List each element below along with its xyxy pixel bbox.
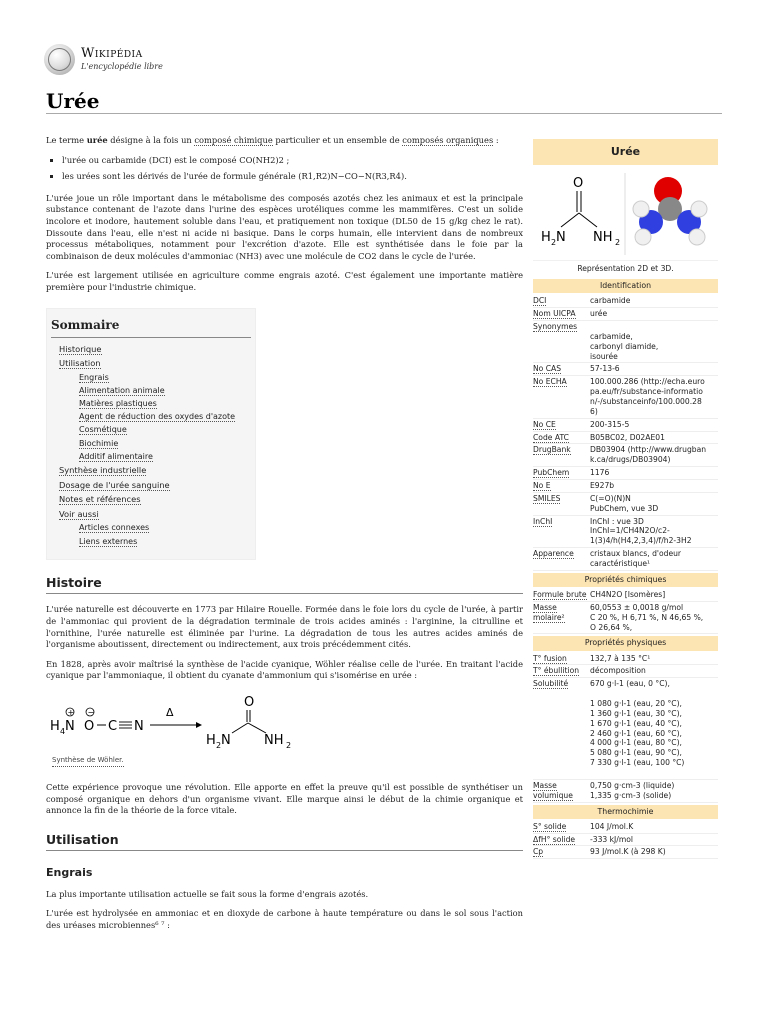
- infobox-value-line: 1 360 g·l-1 (eau, 30 °C),: [590, 708, 682, 718]
- toc-item[interactable]: [79, 438, 251, 449]
- infobox-row: [533, 589, 718, 602]
- title-divider: [46, 113, 722, 114]
- globe-icon: [44, 44, 75, 75]
- infobox-value-line: carbamide: [590, 296, 631, 306]
- toc-link[interactable]: Liens externes: [79, 536, 138, 546]
- infobox-row: [533, 653, 718, 666]
- infobox-label-text[interactable]: PubChem: [533, 468, 570, 478]
- svg-text:NH: NH: [593, 230, 613, 246]
- toc-item[interactable]: [59, 344, 251, 356]
- infobox-value-line: B05BC02, D02AE01: [590, 432, 665, 442]
- infobox-section-head: Thermochimie: [533, 805, 718, 819]
- svg-text:2: 2: [551, 238, 557, 248]
- infobox-value-line: pa.eu/fr/substance-informatio: [590, 387, 703, 397]
- toc-item[interactable]: [59, 480, 251, 492]
- logo-title: Wikipédia: [81, 46, 143, 62]
- infobox-label[interactable]: [533, 433, 590, 443]
- infobox-row: [533, 363, 718, 376]
- infobox-label-text[interactable]: InChI: [533, 516, 553, 526]
- list-item: ▪ l'urée ou carbamide (DCI) est le composé CO(NH2)2 ;: [62, 155, 523, 167]
- infobox-row: [533, 376, 718, 418]
- toc-link[interactable]: Biochimie: [79, 438, 119, 448]
- toc-link[interactable]: Synthèse industrielle: [59, 465, 147, 476]
- svg-text:2: 2: [615, 238, 621, 248]
- toc-link[interactable]: Alimentation animale: [79, 385, 165, 395]
- infobox-value-line: CH4N2O [Isomères]: [590, 590, 666, 600]
- infobox-value-line: 2 460 g·l-1 (eau, 60 °C),: [590, 728, 682, 738]
- toc-link[interactable]: Notes et références: [59, 494, 141, 505]
- svg-text:N: N: [221, 733, 231, 748]
- infobox-value-line: urée: [590, 309, 608, 319]
- bold-term: urée: [86, 135, 108, 145]
- infobox-label-text[interactable]: Solubilité: [533, 679, 569, 689]
- toc-item[interactable]: [79, 451, 251, 462]
- infobox-label[interactable]: [533, 781, 590, 801]
- infobox-label-text[interactable]: T° fusion: [533, 653, 567, 663]
- toc-link[interactable]: Voir aussi: [59, 508, 99, 519]
- infobox-value-line: 6): [590, 406, 598, 416]
- infobox-value-line: InChI : vue 3D: [590, 516, 644, 526]
- infobox-value: [590, 309, 718, 319]
- infobox-value-line: 4 000 g·l-1 (eau, 80 °C),: [590, 738, 682, 748]
- infobox-row: [533, 548, 718, 571]
- toc-item[interactable]: [79, 522, 251, 533]
- toc-link[interactable]: Cosmétique: [79, 425, 127, 435]
- infobox-label-text[interactable]: Formule brute: [533, 590, 587, 600]
- subsection-heading-engrais: Engrais: [46, 866, 93, 880]
- infobox-row: [533, 665, 718, 678]
- infobox-value-line: 1,335 g·cm-3 (solide): [590, 790, 672, 800]
- toc-item[interactable]: [79, 372, 251, 383]
- toc-item[interactable]: [79, 411, 251, 422]
- infobox-value-line: C(=O)(N)N: [590, 493, 631, 503]
- infobox-row: [533, 602, 718, 635]
- infobox-row: [533, 493, 718, 516]
- infobox-value-line: 1176: [590, 468, 610, 478]
- infobox-value-line: 5 080 g·l-1 (eau, 90 °C),: [590, 748, 682, 758]
- infobox-value-line: [590, 322, 718, 332]
- infobox-value-line: 57-13-6: [590, 364, 620, 374]
- infobox-label-text[interactable]: DrugBank: [533, 445, 571, 455]
- infobox-value-line: [590, 689, 718, 699]
- infobox-value: [590, 835, 718, 845]
- infobox-label-text[interactable]: No CE: [533, 419, 556, 429]
- toc-item[interactable]: [79, 385, 251, 396]
- svg-text:NH: NH: [264, 733, 284, 748]
- toc-link[interactable]: Historique: [59, 343, 102, 354]
- link-compose-chimique[interactable]: composé chimique: [194, 135, 273, 145]
- toc-link[interactable]: Additif alimentaire: [79, 451, 153, 461]
- infobox-title: Urée: [533, 139, 718, 165]
- infobox-label[interactable]: [533, 847, 590, 857]
- svg-text:O: O: [244, 695, 255, 710]
- logo-subtitle: L'encyclopédie libre: [81, 61, 163, 71]
- infobox-label[interactable]: [533, 445, 590, 465]
- infobox-label-text[interactable]: ΔfH° solide: [533, 834, 576, 844]
- wohler-reaction-diagram: [46, 692, 306, 754]
- infobox-value-line: DB03904 (http://www.drugban: [590, 445, 707, 455]
- page-title: Urée: [46, 89, 100, 113]
- infobox-section-head: Propriétés chimiques: [533, 573, 718, 587]
- svg-text:4: 4: [60, 727, 66, 736]
- infobox-label-text[interactable]: No E: [533, 481, 551, 491]
- infobox-value: [590, 420, 718, 430]
- infobox-value: [590, 822, 718, 832]
- infobox: [533, 139, 718, 859]
- text: particulier et un ensemble de: [272, 135, 403, 145]
- infobox-label[interactable]: [533, 468, 590, 478]
- infobox-value-line: caractéristique¹: [590, 559, 651, 569]
- infobox-label[interactable]: [533, 590, 590, 600]
- infobox-value: [590, 494, 718, 514]
- urea-structure-image: [533, 167, 718, 261]
- infobox-label[interactable]: [533, 377, 590, 416]
- infobox-value: [590, 296, 718, 306]
- infobox-label-text[interactable]: T° ébullition: [533, 666, 580, 676]
- infobox-row: [533, 432, 718, 445]
- engrais-paragraph-2: L'urée est hydrolysée en ammoniac et en dioxyde de carbone à haute température ou dans le sol sous l'action des uréases microbiennes⁶ ⁷ :: [46, 908, 523, 930]
- infobox-value: [590, 679, 718, 778]
- infobox-value-line: InChI=1/CH4N2O/c2-: [590, 526, 670, 536]
- wikipedia-logo[interactable]: [44, 42, 204, 76]
- infobox-label[interactable]: [533, 420, 590, 430]
- infobox-label-text[interactable]: DCI: [533, 296, 547, 306]
- definition-list: [62, 155, 523, 183]
- infobox-value-line: [590, 768, 718, 778]
- infobox-label-text[interactable]: Apparence: [533, 549, 574, 559]
- toc-link[interactable]: Articles connexes: [79, 523, 150, 533]
- infobox-value-line: n/-/substanceinfo/100.000.28: [590, 397, 702, 407]
- infobox-label-text[interactable]: No CAS: [533, 364, 562, 374]
- infobox-value: [590, 781, 718, 801]
- infobox-value-line: O 26,64 %,: [590, 622, 633, 632]
- infobox-value: [590, 481, 718, 491]
- infobox-value-line: 0,750 g·cm-3 (liquide): [590, 780, 675, 790]
- infobox-value: [590, 322, 718, 361]
- svg-text:N: N: [134, 719, 144, 734]
- infobox-value-line: décomposition: [590, 666, 646, 676]
- wohler-synthesis-figure[interactable]: [46, 692, 523, 772]
- infobox-section-head: Propriétés physiques: [533, 636, 718, 650]
- infobox-label-text[interactable]: Code ATC: [533, 432, 569, 442]
- toc-link[interactable]: Engrais: [79, 372, 109, 382]
- infobox-value: [590, 468, 718, 478]
- svg-text:H: H: [541, 230, 551, 246]
- toc-link[interactable]: Utilisation: [59, 358, 101, 369]
- svg-text:O: O: [573, 176, 584, 192]
- histoire-paragraph-2: En 1828, après avoir maîtrisé la synthèse de l'acide cyanique, Wöhler réalise celle de l'urée. En traitant l'acide cyanique par l'ammoniaque, il obtient du cyanate d'ammonium qui s'isomérise en urée :: [46, 658, 523, 681]
- svg-text:O: O: [84, 719, 95, 734]
- infobox-label[interactable]: [533, 835, 590, 845]
- infobox-value-line: carbonyl diamide,: [590, 341, 659, 351]
- svg-text:+: +: [67, 708, 75, 717]
- infobox-label[interactable]: [533, 517, 590, 547]
- infobox-value-line: 100.000.286 (http://echa.euro: [590, 377, 705, 387]
- infobox-label[interactable]: [533, 322, 590, 361]
- infobox-value-line: 670 g·l-1 (eau, 0 °C),: [590, 679, 670, 689]
- infobox-value-line: 93 J/mol.K (à 298 K): [590, 847, 666, 857]
- histoire-paragraph-3: Cette expérience provoque une révolution. Elle apporte en effet la preuve qu'il est possible de synthétiser un composé organique en dehors d'un organisme vivant. Elle marque ainsi le début de la chimie organique et annonce la fin de la théorie de la force vitale.: [46, 782, 523, 816]
- infobox-row: [533, 444, 718, 467]
- text: Le terme: [46, 135, 87, 145]
- infobox-row: [533, 780, 718, 803]
- infobox-row: [533, 467, 718, 480]
- toc-item[interactable]: [59, 509, 251, 521]
- infobox-row: [533, 419, 718, 432]
- text: désigne à la fois un: [107, 135, 195, 145]
- infobox-label[interactable]: [533, 666, 590, 676]
- link-composes-organiques[interactable]: composés organiques: [402, 135, 494, 145]
- infobox-value-line: 1(3)4/h(H4,2,3,4)/f/h2-3H2: [590, 536, 692, 546]
- infobox-label[interactable]: [533, 549, 590, 569]
- infobox-label[interactable]: [533, 679, 590, 778]
- toc-link[interactable]: Matières plastiques: [79, 399, 157, 409]
- infobox-value-line: carbamide,: [590, 331, 633, 341]
- infobox-value: [590, 433, 718, 443]
- infobox-value: [590, 549, 718, 569]
- histoire-paragraph-1: L'urée naturelle est découverte en 1773 par Hilaire Rouelle. Formée dans le foie lors du cycle de l'urée, à partir de l'ammoniac qui provient de la dégradation terminale de trois acides aminés : l'arginine, la citrulline et l'ornithine, l'urée naturelle est éliminée par l'urine. La dégradation de tous les autres acides aminés de l'organisme aboutissent, directement ou indirectement, aux trois précédemment cités.: [46, 604, 523, 650]
- svg-text:−: −: [87, 708, 95, 717]
- infobox-caption: Représentation 2D et 3D.: [577, 264, 674, 274]
- list-item: ▪ les urées sont les dérivés de l'urée de formule générale (R1,R2)N−CO−N(R3,R4).: [62, 171, 523, 183]
- infobox-row: [533, 480, 718, 493]
- intro-paragraph-1: [46, 135, 523, 147]
- infobox-row: [533, 846, 718, 859]
- infobox-label-text[interactable]: No ECHA: [533, 377, 567, 387]
- infobox-value: [590, 445, 718, 465]
- infobox-value: [590, 364, 718, 374]
- intro-paragraph-3: L'urée est largement utilisée en agriculture comme engrais azoté. C'est également une importante matière première pour l'industrie chimique.: [46, 270, 523, 293]
- infobox-value-line: isourée: [590, 351, 618, 361]
- infobox-section-head: Identification: [533, 279, 718, 293]
- intro-paragraph-2: L'urée joue un rôle important dans le métabolisme des composés azotés chez les animaux et est la principale substance contenant de l'azote dans l'urine des espèces urotéliques comme les mammifères. C'est un solide incolore et inodore, hautement soluble dans l'eau, et pratiquement non toxique (DL50 de 15 g/kg chez le rat). Dissoute dans l'eau, elle n'est ni acide ni basique. Dans le corps humain, elle intervient dans de nombreux processus métaboliques, notamment pour l'excrétion d'azote. Elle est synthétisée dans le foie par la combinaison de deux molécules d'ammoniac (NH3) avec une molécule de CO2 dans le cycle de l'urée.: [46, 192, 523, 261]
- text: :: [493, 135, 499, 145]
- section-heading-histoire: Histoire: [46, 574, 523, 595]
- infobox-label-text[interactable]: Masse volumique: [533, 780, 573, 800]
- infobox-label-text[interactable]: Masse molaire²: [533, 602, 565, 622]
- infobox-row: [533, 834, 718, 847]
- infobox-value-line: C 20 %, H 6,71 %, N 46,65 %,: [590, 612, 704, 622]
- infobox-value-line: 132,7 à 135 °C¹: [590, 653, 651, 663]
- infobox-value-line: k.ca/drugs/DB03904): [590, 455, 671, 465]
- infobox-images[interactable]: [533, 167, 718, 261]
- infobox-value: [590, 377, 718, 416]
- svg-text:H: H: [206, 733, 216, 748]
- infobox-value-line: 7 330 g·l-1 (eau, 100 °C): [590, 758, 685, 768]
- svg-text:N: N: [556, 230, 566, 246]
- svg-text:C: C: [108, 719, 118, 734]
- infobox-label[interactable]: [533, 822, 590, 832]
- section-heading-utilisation: Utilisation: [46, 831, 523, 852]
- infobox-row: [533, 516, 718, 549]
- toc-item[interactable]: [59, 494, 251, 506]
- infobox-label-text[interactable]: SMILES: [533, 493, 561, 503]
- infobox-value: [590, 666, 718, 676]
- infobox-label-text[interactable]: Cp: [533, 847, 544, 857]
- infobox-label-text[interactable]: S° solide: [533, 821, 567, 831]
- infobox-value-line: 60,0553 ± 0,0018 g/mol: [590, 602, 684, 612]
- infobox-value-line: cristaux blancs, d'odeur: [590, 549, 682, 559]
- toc-title: Sommaire: [51, 317, 251, 338]
- infobox-value-line: PubChem, vue 3D: [590, 503, 659, 513]
- figure-caption[interactable]: Synthèse de Wöhler.: [52, 756, 124, 767]
- toc-item[interactable]: [59, 465, 251, 477]
- svg-text:H: H: [50, 719, 60, 734]
- toc-item[interactable]: [79, 398, 251, 409]
- svg-text:2: 2: [286, 741, 292, 750]
- infobox-label[interactable]: [533, 296, 590, 306]
- infobox-row: [533, 678, 718, 780]
- engrais-paragraph-1: La plus importante utilisation actuelle se fait sous la forme d'engrais azotés.: [46, 888, 369, 899]
- infobox-row: [533, 295, 718, 308]
- infobox-value-line: 104 J/mol.K: [590, 821, 634, 831]
- table-of-contents: [46, 308, 256, 560]
- infobox-row: [533, 821, 718, 834]
- svg-text:2: 2: [216, 741, 222, 750]
- infobox-label[interactable]: [533, 481, 590, 491]
- infobox-value: [590, 590, 718, 600]
- toc-item[interactable]: [79, 536, 251, 547]
- infobox-label[interactable]: [533, 309, 590, 319]
- infobox-row: [533, 308, 718, 321]
- svg-text:N: N: [65, 719, 75, 734]
- toc-item[interactable]: [79, 424, 251, 435]
- article-body: [46, 135, 523, 940]
- infobox-row: [533, 321, 718, 363]
- infobox-label[interactable]: [533, 603, 590, 633]
- infobox-value-line: -333 kJ/mol: [590, 834, 633, 844]
- infobox-value: [590, 847, 718, 857]
- toc-item[interactable]: [59, 358, 251, 370]
- infobox-label-text[interactable]: Synonymes: [533, 322, 578, 331]
- infobox-value-line: 1 670 g·l-1 (eau, 40 °C),: [590, 718, 682, 728]
- infobox-label[interactable]: [533, 654, 590, 664]
- infobox-value: [590, 654, 718, 664]
- infobox-value: [590, 517, 718, 547]
- infobox-value: [590, 603, 718, 633]
- infobox-value-line: 200-315-5: [590, 419, 630, 429]
- infobox-value-line: E927b: [590, 481, 615, 491]
- infobox-label[interactable]: [533, 364, 590, 374]
- infobox-value-line: 1 080 g·l-1 (eau, 20 °C),: [590, 699, 682, 709]
- svg-text:Δ: Δ: [166, 706, 174, 719]
- infobox-label-text[interactable]: Nom UICPA: [533, 309, 576, 319]
- toc-link[interactable]: Agent de réduction des oxydes d'azote: [79, 412, 236, 422]
- toc-link[interactable]: Dosage de l'urée sanguine: [59, 479, 170, 490]
- infobox-label[interactable]: [533, 494, 590, 514]
